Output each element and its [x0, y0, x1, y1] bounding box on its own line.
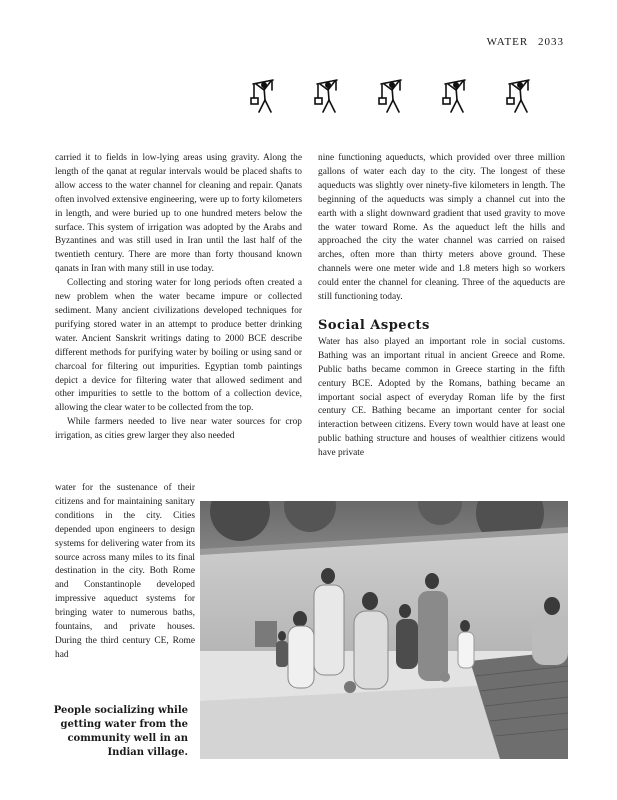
- water-carrier-figure-icon: [442, 76, 468, 116]
- left-column: [55, 152, 302, 444]
- photo-caption: People socializing while getting water from the community well in an Indian village.: [53, 705, 188, 758]
- water-carrier-figure-icon: [250, 76, 276, 116]
- paragraph-cities-intro: While farmers needed to live near water sources for crop irrigation, as cities grew larger they also needed: [55, 417, 302, 442]
- page-number: 2033: [538, 36, 564, 48]
- section-heading: Social Aspects: [318, 317, 430, 333]
- running-head-section: WATER: [486, 36, 529, 48]
- paragraph-aqueducts: water for the sustenance of their citizens and for maintaining sanitary conditions in the city. Cities depended upon engineers to design systems for delivering water from its source across many miles to its final destination in the city. Both Rome and Constantinople developed impressive aqueduct systems for bringing water to numerous baths, fountains, and private houses. During the third century CE, Rome had: [55, 483, 195, 660]
- paragraph-purification: Collecting and storing water for long periods often created a new problem when the water became impure or collected sediment. Many ancient civilizations developed techniques for purifying stored water in an attempt to produce better drinking water. Ancient Sanskrit writings dating to 2000 BCE describe different methods for purifying water by boiling or using sand or charcoal for filtering out impurities. Egyptian tomb paintings depict a device for filtering water that allowed sediment and other impurities to settle to the bottom of a collection device, allowing the clear water to be collected from the top.: [55, 278, 302, 414]
- water-carrier-figure-icon: [314, 76, 340, 116]
- ornament-row: [250, 76, 540, 118]
- water-carrier-figure-icon: [378, 76, 404, 116]
- paragraph-rome-aqueducts: nine functioning aqueducts, which provided over three million gallons of water each day to the city. The longest of these aqueducts was slightly over ninety-five kilometers in length. The beginning of the aqueducts was simply a channel cut into the earth with a slight downward gradient that used gravity to move the water toward Rome. As the aqueduct left the hills and approached the city the water channel was carried on raised arches, often more than thirty meters above ground. These channels were one meter wide and 1.8 meters high so workers could enter the channel for cleaning. Three of the aqueducts are still functioning today.: [318, 153, 565, 303]
- right-column: [318, 152, 565, 461]
- paragraph-social-aspects: Water has also played an important role in social customs. Bathing was an important ritual in ancient Greece and Rome. Public baths became common in Greece starting in the fifth century BCE. Adopted by the Romans, bathing became an important social aspect of everyday Roman life by the first century CE. Bathing became an important center for social interaction between citizens. Every town would have at least one public bathing structure and houses of wealthier citizens would have private: [318, 336, 565, 459]
- water-carrier-figure-icon: [506, 76, 532, 116]
- paragraph-qanats: carried it to fields in low-lying areas using gravity. Along the length of the qanat at regular intervals would be placed shafts to allow access to the water channel for cleaning and repair. Qanats often involved extensive engineering, were up to forty kilometers in length, and were buried up to one hundred meters below the surface. This system of irrigation was adopted by the Arabs and Byzantines and was still used in Iran until the last half of the twentieth century. There are more than forty thousand known qanats in Iran with many still in use today.: [55, 153, 302, 275]
- photo-illustration: [200, 501, 568, 759]
- left-column-narrow: [55, 482, 195, 663]
- running-head: [487, 36, 564, 48]
- community-well-photo: [200, 501, 568, 759]
